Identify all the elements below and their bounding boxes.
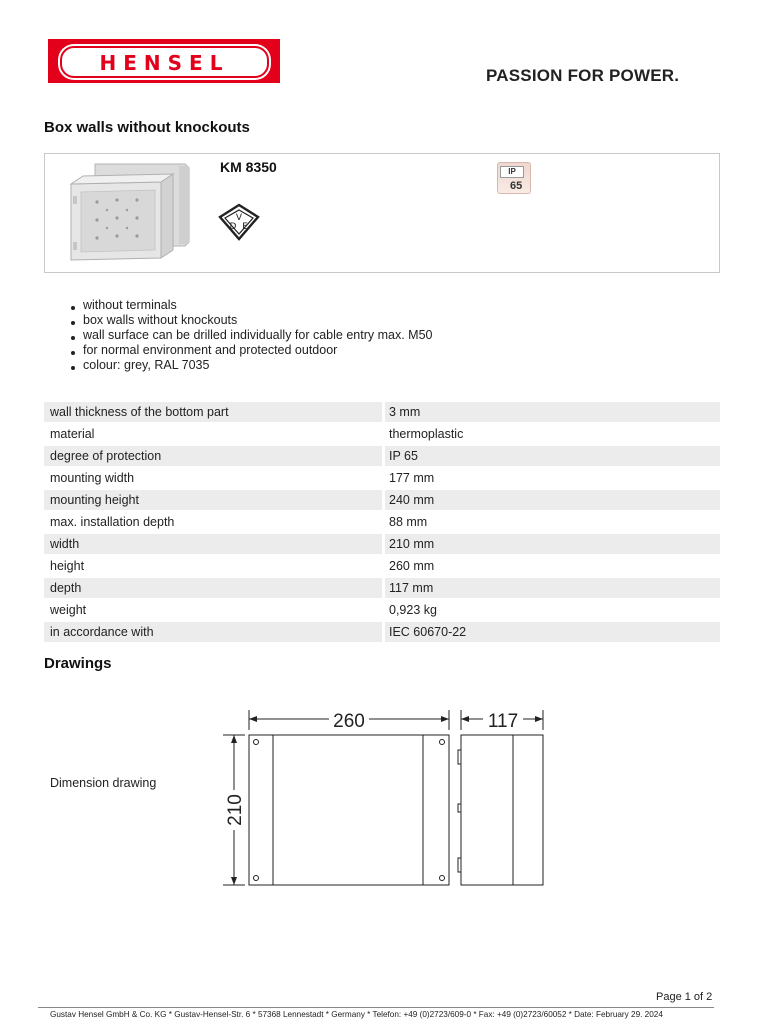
footer-divider (38, 1007, 714, 1008)
vde-certification-mark (218, 203, 260, 241)
slogan: PASSION FOR POWER. (486, 66, 680, 85)
spec-label: max. installation depth (50, 515, 175, 529)
table-row (44, 533, 720, 555)
list-item: for normal environment and protected outdoor (69, 343, 432, 358)
page-title: Box walls without knockouts (44, 119, 250, 136)
product-code: KM 8350 (220, 159, 277, 175)
spec-label: height (50, 559, 85, 573)
table-row (44, 423, 720, 445)
svg-text:D: D (229, 222, 237, 232)
logo-badge (60, 46, 269, 78)
table-row (44, 577, 720, 599)
svg-text:V: V (235, 213, 243, 223)
dimension-drawing-label: Dimension drawing (50, 776, 157, 790)
spec-label: mounting height (44, 490, 382, 510)
svg-text:E: E (242, 222, 248, 232)
ip-rating-badge (497, 162, 531, 194)
spec-value: 88 mm (389, 515, 428, 529)
spec-table (44, 401, 720, 643)
spec-label: width (44, 534, 382, 554)
table-row (44, 467, 720, 489)
spec-value: 240 mm (385, 490, 720, 510)
table-row (44, 445, 720, 467)
spec-label: mounting width (50, 471, 135, 485)
spec-label: wall thickness of the bottom part (44, 402, 382, 422)
spec-value: 210 mm (385, 534, 720, 554)
table-row (44, 401, 720, 423)
spec-value: thermoplastic (389, 427, 464, 441)
ip-value: 65 (510, 180, 523, 192)
spec-value: 3 mm (385, 402, 720, 422)
list-item: box walls without knockouts (69, 313, 432, 328)
table-row (44, 489, 720, 511)
dimension-height: 210 (225, 794, 246, 826)
table-row (44, 599, 720, 621)
list-item: wall surface can be drilled individually for cable entry max. M50 (69, 328, 432, 343)
dimension-drawing (215, 700, 555, 900)
spec-label: in accordance with (44, 622, 382, 642)
footer-address: Gustav Hensel GmbH & Co. KG * Gustav-Hensel-Str. 6 * 57368 Lennestadt * Germany * Telefon: +49 (0)2723/609-0 * Fax: +49 (0)2723/60052 * Date: February 29. 2024 (50, 1010, 663, 1019)
dimension-depth: 117 (487, 711, 519, 732)
list-item: colour: grey, RAL 7035 (69, 358, 432, 373)
logo-text: HENSEL (99, 51, 230, 75)
spec-label: material (50, 427, 95, 441)
spec-value: IEC 60670-22 (385, 622, 720, 642)
ip-label: IP (500, 166, 524, 178)
spec-value: 260 mm (389, 559, 435, 573)
product-card (44, 153, 720, 273)
spec-label: weight (50, 603, 87, 617)
spec-value: 117 mm (385, 578, 720, 598)
table-row (44, 555, 720, 577)
spec-label: degree of protection (44, 446, 382, 466)
table-row (44, 511, 720, 533)
spec-label: depth (44, 578, 382, 598)
page-number: Page 1 of 2 (656, 991, 713, 1003)
drawings-title: Drawings (44, 655, 112, 672)
dimension-width: 260 (333, 711, 365, 732)
spec-value: 0,923 kg (389, 603, 437, 617)
list-item: without terminals (69, 298, 432, 313)
product-image (67, 162, 207, 262)
table-row (44, 621, 720, 643)
spec-value: 177 mm (389, 471, 435, 485)
feature-list (69, 298, 432, 373)
spec-value: IP 65 (385, 446, 720, 466)
hensel-logo (48, 39, 280, 83)
